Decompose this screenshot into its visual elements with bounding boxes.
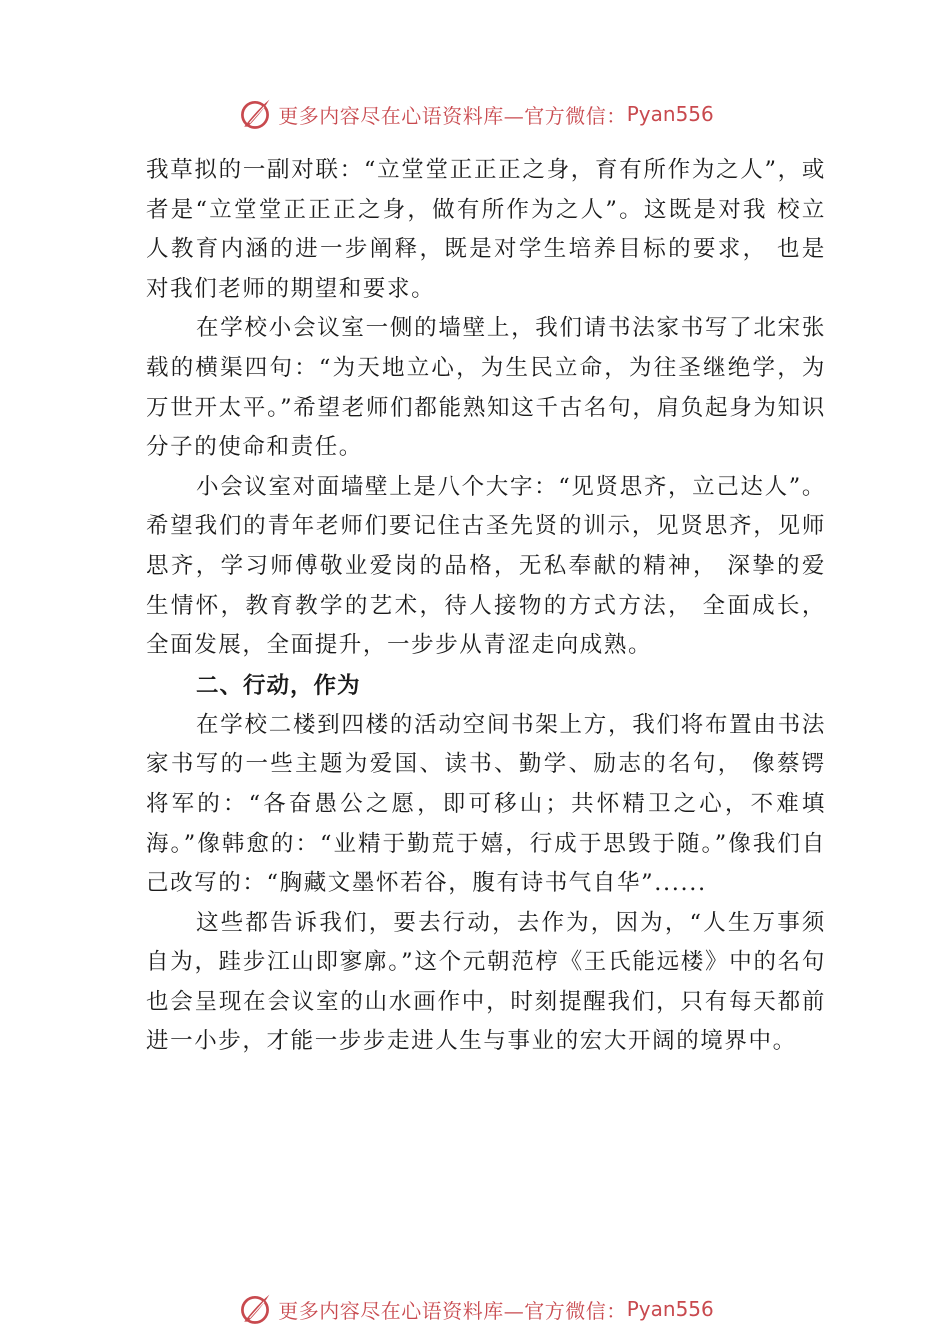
- quill-pen-logo-icon: [236, 96, 274, 132]
- header-brand-text: 更多内容尽在心语资料库—官方微信：: [278, 103, 627, 128]
- paragraph-4: 在学校二楼到四楼的活动空间书架上方，我们将布置由书法家书写的一些主题为爱国、读书、勤学、励志的名句， 像蔡锷将军的：“各奋愚公之愿，即可移山；共怀精卫之心，不难填海。”像韩愈的：“业精于勤荒于嬉，行成于思毁于随。”像我们自己改写的：“胸藏文墨怀若谷，腹有诗书气自华”......: [146, 711, 826, 897]
- footer-brand-text: 更多内容尽在心语资料库—官方微信：: [278, 1298, 627, 1323]
- footer-wechat-id: Pyan556: [626, 1297, 714, 1321]
- section-heading: 二、行动，作为: [196, 672, 361, 699]
- paragraph-1: 我草拟的一副对联：“立堂堂正正正之身，育有所作为之人”，或者是“立堂堂正正正之身，做有所作为之人”。这既是对我 校立人教育内涵的进一步阐释，既是对学生培养目标的要求， 也是对我们老师的期望和要求。: [146, 157, 826, 302]
- header-banner: [0, 94, 950, 134]
- header-wechat-id: Pyan556: [626, 102, 714, 126]
- document-body: [146, 151, 826, 1062]
- paragraph-2: 在学校小会议室一侧的墙壁上，我们请书法家书写了北宋张载的横渠四句：“为天地立心，为生民立命，为往圣继绝学，为万世开太平。”希望老师们都能熟知这千古名句，肩负起身为知识分子的使命和责任。: [146, 315, 826, 461]
- paragraph-5: 这些都告诉我们，要去行动，去作为，因为，“人生万事须自为，跬步江山即寥廓。”这个元朝范梈《王氏能远楼》中的名句也会呈现在会议室的山水画作中，时刻提醒我们，只有每天都前进一小步，才能一步步走进人生与事业的宏大开阔的境界中。: [146, 909, 826, 1055]
- quill-pen-logo-icon: [236, 1291, 274, 1327]
- footer-banner: [0, 1289, 950, 1329]
- paragraph-3: 小会议室对面墙壁上是八个大字：“见贤思齐，立己达人”。希望我们的青年老师们要记住古圣先贤的训示，见贤思齐，见师思齐，学习师傅敬业爱岗的品格，无私奉献的精神， 深挚的爱生情怀，教育教学的艺术，待人接物的方式方法， 全面成长，全面发展，全面提升，一步步从青涩走向成熟。: [146, 473, 826, 659]
